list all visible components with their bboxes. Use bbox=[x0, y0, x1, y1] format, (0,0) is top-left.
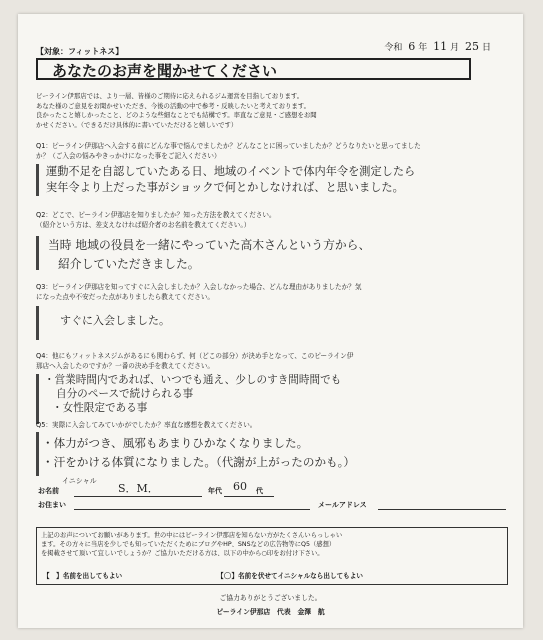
consent-box bbox=[36, 527, 508, 585]
intro-line: あなた様のご意見をお聞かせいただき、今後の活動の中で参考・反映したいと考えております。 bbox=[36, 101, 311, 110]
answer-1 bbox=[46, 164, 415, 196]
age-value: 60 bbox=[233, 480, 247, 493]
intro-line: ピーライン伊那店では、より一層、皆様のご期待に応えられるジム運営を目指しております。 bbox=[36, 92, 304, 100]
question-3 bbox=[36, 283, 506, 302]
question-1-line: か？（ご入会の悩みやきっかけになった事をご記入ください） bbox=[36, 151, 221, 160]
date-day-unit: 日 bbox=[481, 43, 491, 53]
name-underline bbox=[74, 496, 202, 497]
email-underline bbox=[378, 509, 506, 510]
question-4 bbox=[36, 352, 506, 371]
date-year-unit: 年 bbox=[418, 43, 428, 53]
answer-5-line: ・汗をかける体質になりました。（代謝が上がったのかも。） bbox=[42, 455, 356, 469]
question-5-line: Q5：実際に入会してみていかがでしたか？率直な感想を教えてください。 bbox=[36, 421, 257, 429]
option-show-name[interactable]: 【 】名前を出してもよい bbox=[43, 572, 123, 580]
question-2-line: （紹介という方は、差支えなければ紹介者のお名前を教えてください。） bbox=[36, 220, 251, 229]
email-label: メールアドレス bbox=[318, 501, 367, 509]
answer-3 bbox=[60, 312, 170, 328]
answer-4 bbox=[44, 373, 341, 415]
survey-sheet bbox=[18, 14, 523, 628]
target-tag: 【対象：フィットネス】 bbox=[36, 47, 124, 56]
answer-2-line: 当時 地域の役員を一緒にやっていた高木さんという方から、 bbox=[48, 238, 371, 252]
intro-line: 良かったこと嬉しかったこと、どのような些細なことでも結構です。率直なご意見・ご感想をお聞 bbox=[36, 111, 317, 120]
form-title: あなたのお声を聞かせてください bbox=[36, 58, 471, 80]
consent-line: ます。その方々に当店を少しでも知っていただくためにブログやHP、SNSなどの広告物等にQ5（感想） bbox=[41, 541, 336, 548]
intro-text bbox=[36, 92, 476, 130]
question-4-line: 那店へ入会したのですか？一番の決め手を教えてください。 bbox=[36, 361, 215, 370]
answer-2-line: 紹介していただきました。 bbox=[58, 257, 200, 271]
answer-2 bbox=[48, 236, 370, 274]
answer-1-line: 実年令より上だった事がショックで何とかしなければ、と思いました。 bbox=[46, 181, 404, 194]
consent-line: 上記のお声についてお願いがあります。世の中にはピーライン伊那店を知らない方がたくさんいらっしゃい bbox=[41, 532, 343, 539]
answer-3-marker bbox=[36, 306, 43, 340]
question-1-line: Q1：ピーライン伊那店へ入会する前にどんな事で悩んでましたか？どんなことに困っていましたか？どうなりたいと思ってました bbox=[36, 142, 421, 150]
age-label: 年代 bbox=[208, 487, 222, 495]
answer-4-line: ・女性限定である事 bbox=[52, 402, 148, 414]
question-5 bbox=[36, 421, 506, 431]
signature-text: ピーライン伊那店 代表 金澤 航 bbox=[216, 608, 325, 616]
name-value: S．M． bbox=[118, 482, 159, 495]
thanks-text: ご協力ありがとうございました。 bbox=[219, 594, 322, 602]
question-2-line: Q2：どこで、ピーライン伊那店を知りましたか？知った方法を教えてください。 bbox=[36, 211, 276, 219]
option-initials-mark: ○ bbox=[223, 571, 232, 581]
answer-4-line: 自分のペースで続けられる事 bbox=[56, 388, 194, 400]
date-day: 25 bbox=[464, 40, 479, 53]
question-4-line: Q4：他にもフィットネスジムがあるにも関わらず、何（どこの部分）が決め手となって、このピーライン伊 bbox=[36, 352, 354, 360]
answer-1-line: 運動不足を自認していたある日、地域のイベントで体内年令を測定したら bbox=[46, 165, 416, 178]
answer-4-line: ・営業時間内であれば、いつでも通え、少しのすき間時間でも bbox=[44, 374, 342, 386]
option-initials-only[interactable]: 【○】名前を伏せてイニシャルなら出してもよい bbox=[217, 571, 363, 581]
intro-line: かせください。（できるだけ具体的に書いていただけると嬉しいです） bbox=[36, 120, 238, 129]
address-label: お住まい bbox=[38, 501, 66, 509]
question-3-line: Q3：ピーライン伊那店を知ってすぐに入会しましたか？入会しなかった場合、どんな理由がありましたか？気 bbox=[36, 283, 362, 291]
consent-text bbox=[41, 531, 501, 558]
option-initials-label: 名前を伏せてイニシャルなら出してもよい bbox=[238, 572, 363, 580]
answer-2-marker bbox=[36, 236, 43, 270]
question-1 bbox=[36, 142, 506, 161]
form-date bbox=[384, 40, 491, 53]
question-3-line: になった点や不安だった点がありましたら教えてください。 bbox=[36, 292, 215, 301]
answer-5 bbox=[42, 434, 355, 472]
question-2 bbox=[36, 211, 506, 230]
age-unit: 代 bbox=[256, 487, 263, 495]
answer-1-marker bbox=[36, 164, 43, 196]
date-year: 6 bbox=[408, 40, 416, 53]
date-month-unit: 月 bbox=[450, 43, 460, 53]
answer-3-line: すぐに入会しました。 bbox=[60, 314, 170, 327]
date-month: 11 bbox=[433, 40, 448, 53]
date-era: 令和 bbox=[384, 43, 403, 53]
answer-5-line: ・体力がつき、風邪もあまりひかなくなりました。 bbox=[42, 436, 309, 450]
answer-4-marker bbox=[36, 374, 43, 424]
initial-note: イニシャル bbox=[62, 477, 97, 485]
address-underline bbox=[74, 509, 310, 510]
age-underline bbox=[224, 496, 274, 497]
name-label: お名前 bbox=[38, 487, 59, 495]
consent-line: を掲載させて頂いて宜しいでしょうか？ご協力いただける方は、以下の中から○印をお付け下さい。 bbox=[41, 550, 324, 557]
